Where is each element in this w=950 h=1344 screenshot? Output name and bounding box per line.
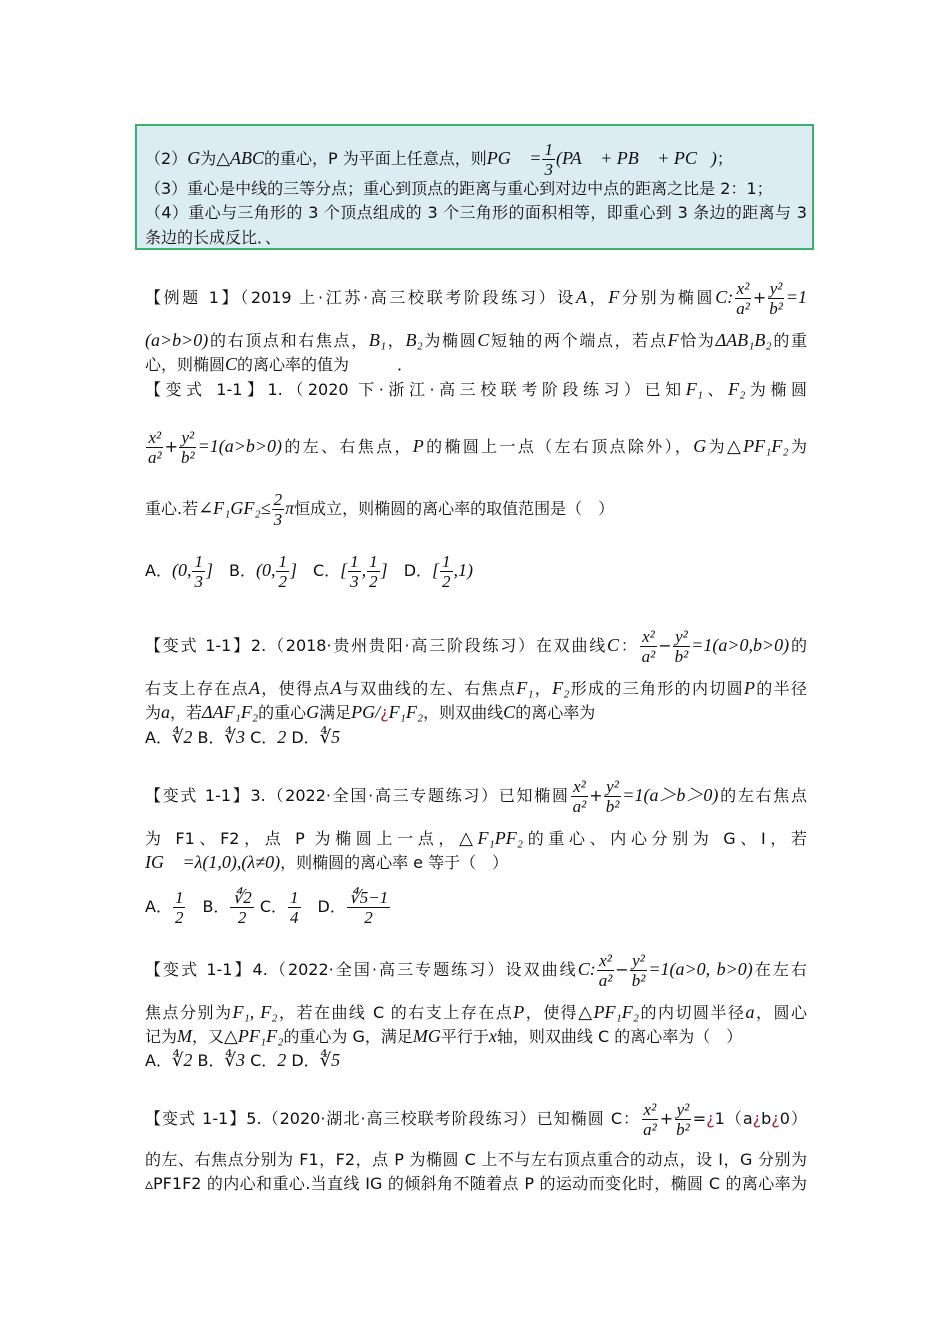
text-run: ，则双曲线 [423, 703, 504, 722]
fraction-denominator: 4 [290, 908, 299, 927]
fraction-denominator: 2 [364, 908, 373, 927]
text-run: − [615, 960, 629, 979]
text-run: 【变式 1-1】2.（2018·贵州贵阳·高三阶段练习）在双曲线 [145, 636, 608, 655]
fraction-denominator: 3 [194, 572, 203, 591]
fraction [276, 552, 289, 591]
math-expression: MG [412, 1026, 441, 1046]
math-expression: C: [577, 959, 596, 979]
fraction [348, 552, 361, 591]
fraction-numerator: x² [642, 627, 655, 646]
fraction-denominator: 2 [174, 908, 184, 927]
math-expression: [ [340, 560, 348, 580]
math-expression: △ABC [216, 148, 265, 168]
text-run: C． [254, 897, 288, 916]
text-run: 轴，则双曲线 C 的离心率为（ ） [496, 1027, 743, 1046]
math-expression: △PF₁F₂ [726, 436, 789, 456]
math-expression: π [285, 498, 295, 518]
garbled-symbol: ¿ [771, 1109, 780, 1128]
math-expression: C [503, 702, 516, 722]
fraction-numerator: ∜2 [232, 888, 252, 907]
text-run: 分别为椭圆 [619, 288, 716, 307]
text-run: 的离心率的值为 ． [237, 355, 414, 374]
text-run: D． [286, 1051, 320, 1070]
text-run: 的重心为 G，满足 [283, 1027, 413, 1046]
math-expression: IG⃗ =λ(1,0),(λ≠0) [145, 852, 281, 872]
note-line [145, 179, 807, 199]
problem-line [145, 627, 807, 666]
fraction-denominator: 3 [273, 510, 283, 529]
text-run: 【变式 1-1】4.（2022·全国·高三专题练习）设双曲线 [145, 960, 578, 979]
text-run: + [752, 288, 767, 307]
text-run: 的 [789, 636, 807, 655]
fraction-numerator: y² [675, 627, 688, 646]
fraction-numerator: y² [181, 428, 195, 447]
text-run: ，若在曲线 C 的右支上存在点 [277, 1003, 514, 1022]
math-expression: =1(a>b>0) [197, 436, 283, 456]
math-expression: [ [432, 560, 440, 580]
math-expression: ,1) [453, 560, 474, 580]
problem-line [145, 428, 807, 467]
fraction-denominator: 2 [237, 908, 247, 927]
fraction-denominator: b² [605, 797, 620, 816]
text-run: ▵PF1F2 的内心和重心.当直线 IG 的倾斜角不随着点 P 的运动而变化时，椭圆 C 的离心率为 [145, 1174, 807, 1193]
text-run: 重心.若 [145, 499, 199, 518]
text-run: 在左右 [752, 960, 807, 979]
math-expression: ∜3 [224, 1050, 245, 1070]
fraction [673, 627, 691, 666]
text-run: 恒成立，则椭圆的离心率的取值范围是（ ） [294, 499, 615, 518]
text-run: 0） [779, 1109, 807, 1128]
math-expression: C [607, 635, 620, 655]
text-run: A． [145, 561, 172, 580]
fraction-denominator: 3 [350, 572, 359, 591]
text-run: ，使得 [524, 1003, 579, 1022]
math-expression: x [488, 1026, 497, 1046]
fraction-numerator: y² [606, 777, 619, 796]
fraction [640, 627, 658, 666]
text-run: 【变式 1-1】1.（2020 下·浙江·高三校联考阶段练习）已知 [145, 380, 686, 399]
math-expression: G [306, 702, 320, 722]
text-run: ， [586, 288, 609, 307]
math-expression: PG/ [351, 702, 381, 722]
note-line [145, 228, 807, 248]
problem-line [145, 777, 807, 816]
math-expression: ] [205, 560, 213, 580]
fraction [192, 552, 205, 591]
fraction-numerator: y² [676, 1100, 690, 1119]
text-run: B． [212, 561, 256, 580]
text-run: + [164, 437, 179, 456]
text-run: − [658, 636, 672, 655]
text-run: 的重心、内心分别为 G、I，若 [523, 829, 807, 848]
text-run: + [589, 786, 603, 805]
fraction-numerator: x² [736, 279, 750, 298]
text-run: 为 [145, 703, 162, 722]
fraction-denominator: a² [641, 647, 656, 666]
text-run: 恰为 [678, 331, 716, 350]
problem-line [145, 379, 807, 400]
fraction-numerator: 1 [174, 888, 184, 907]
text-run: 为 [200, 149, 217, 168]
math-expression: △PF₁F₂ [224, 1026, 284, 1046]
problem-line [145, 678, 807, 699]
note-line [145, 140, 807, 179]
garbled-symbol: ¿ [752, 1109, 762, 1128]
fraction [179, 428, 197, 467]
fraction-denominator: b² [676, 1120, 690, 1139]
text-run: 右支上存在点 [145, 679, 249, 698]
text-run: 的重心，P 为平面上任意点，则 [264, 149, 487, 168]
text-run: ， [533, 679, 553, 698]
problem-line [145, 1002, 807, 1023]
problem-line [145, 1150, 807, 1170]
problem-line [145, 1026, 807, 1047]
math-expression: G [693, 436, 707, 456]
text-run: b [761, 1109, 772, 1128]
fraction-denominator: 3 [544, 160, 553, 179]
math-expression: ΔAB₁B₂ [715, 330, 772, 350]
math-expression: C [225, 354, 238, 374]
text-run: ； [716, 149, 733, 168]
text-run: ， [386, 331, 406, 350]
text-run: 的重心 [258, 703, 307, 722]
note-line [145, 203, 807, 223]
fraction-denominator: a² [148, 448, 162, 467]
text-run: D． [387, 561, 433, 580]
fraction-denominator: a² [643, 1120, 657, 1139]
text-run: 的半径 [754, 679, 807, 698]
fraction-numerator: 1 [194, 552, 203, 571]
fraction [367, 552, 380, 591]
text-run: 的重 [771, 331, 807, 350]
fraction [440, 552, 453, 591]
fraction [173, 888, 186, 927]
problem-line [145, 1100, 807, 1139]
text-run: D． [301, 897, 346, 916]
math-expression: F₂ [728, 379, 746, 399]
text-run: 1（a [714, 1109, 753, 1128]
math-expression: 2 [277, 727, 287, 747]
garbled-symbol: ¿ [380, 703, 389, 722]
math-expression: (PA⃗ + PB⃗ + PC⃗) [555, 148, 717, 168]
fraction-denominator: 2 [369, 572, 378, 591]
fraction-numerator: 1 [350, 552, 359, 571]
text-run: A． [145, 1051, 172, 1070]
fraction-denominator: a² [572, 797, 587, 816]
text-run: 满足 [319, 703, 352, 722]
text-run: ，则椭圆的离心率 e 等于（ ） [280, 853, 509, 872]
problem-line [145, 828, 807, 849]
fraction [597, 951, 615, 990]
fraction-denominator: 2 [442, 572, 451, 591]
math-expression: F₁F₂ [388, 702, 424, 722]
fraction-numerator: x² [643, 1100, 657, 1119]
math-expression: ΔAF₁F₂ [202, 702, 259, 722]
text-run: ，圆心 [754, 1003, 807, 1022]
text-run: 【变式 1-1】5.（2020·湖北·高三校联考阶段练习）已知椭圆 C： [145, 1109, 641, 1128]
text-run: 的左右焦点 [718, 786, 807, 805]
fraction [571, 777, 589, 816]
text-run: = [692, 1109, 707, 1128]
math-expression: ∜2 [171, 1050, 193, 1070]
math-expression: (a>b>0) [145, 330, 209, 350]
math-expression: G [187, 148, 201, 168]
math-expression: B₂ [405, 330, 423, 350]
text-run: 心，则椭圆 [145, 355, 226, 374]
math-expression: , [361, 560, 367, 580]
problem-line [145, 1050, 807, 1071]
fraction-denominator: b² [674, 647, 689, 666]
text-run: 的左、右焦点分别为 F1，F2，点 P 为椭圆 C 上不与左右顶点重合的动点，设 I，G 分别为 [145, 1150, 807, 1169]
text-run: 焦点分别为 [145, 1003, 233, 1022]
problem-line [145, 279, 807, 318]
math-expression: 2 [277, 1050, 287, 1070]
math-expression: =1(a>0,b>0) [691, 635, 790, 655]
fraction [674, 1100, 692, 1139]
text-run: （4）重心与三角形的 3 个顶点组成的 3 个三角形的面积相等，即重心到 3 条边的距离与 3 [145, 203, 807, 222]
fraction-numerator: 1 [369, 552, 378, 571]
text-run: D． [286, 728, 320, 747]
fraction-numerator: y² [632, 951, 645, 970]
text-run: 的椭圆上一点（左右顶点除外）， [423, 437, 694, 456]
fraction [734, 279, 752, 318]
text-run: 的内切圆半径 [639, 1003, 746, 1022]
problem-line [145, 330, 807, 351]
text-run: ，又 [192, 1027, 225, 1046]
text-run: A． [145, 728, 172, 747]
text-run: ： [619, 636, 639, 655]
text-run: C． [245, 1051, 278, 1070]
text-run: 为椭圆 [422, 331, 478, 350]
text-run: 的离心率为 [515, 703, 596, 722]
fraction-denominator: a² [598, 971, 613, 990]
text-run: B． [192, 1051, 225, 1070]
fraction-numerator: y² [769, 279, 783, 298]
text-run: 与双曲线的左、右焦点 [341, 679, 517, 698]
problem-line [145, 702, 807, 723]
math-expression: P [412, 436, 424, 456]
math-expression: F₂ [552, 678, 570, 698]
text-run: 形成的三角形的内切圆 [569, 679, 744, 698]
text-run: 平行于 [440, 1027, 489, 1046]
text-run: ，使得点 [259, 679, 331, 698]
fraction-denominator: 2 [278, 572, 287, 591]
fraction [288, 888, 301, 927]
fraction [641, 1100, 659, 1139]
text-run: 【例题 1】（2019 上·江苏·高三校联考阶段练习）设 [145, 288, 576, 307]
problem-line [145, 490, 807, 529]
fraction [272, 490, 285, 529]
fraction-denominator: a² [736, 299, 750, 318]
problem-line [145, 354, 807, 375]
fraction [347, 888, 390, 927]
math-expression: ∠F₁GF₂≤ [198, 498, 271, 518]
text-run: 为 [788, 437, 807, 456]
math-expression: F₁ [685, 379, 703, 399]
math-expression: A [330, 678, 342, 698]
math-expression: A [248, 678, 260, 698]
math-expression: F [608, 287, 620, 307]
text-run: C． [296, 561, 341, 580]
math-expression: a [161, 702, 171, 722]
text-run: C． [245, 728, 278, 747]
fraction [767, 279, 785, 318]
math-expression: P [743, 678, 755, 698]
text-run: ，若 [170, 703, 203, 722]
math-expression: M [177, 1026, 193, 1046]
fraction-numerator: 1 [278, 552, 287, 571]
math-expression: (0, [171, 560, 192, 580]
problem-line [145, 888, 807, 927]
fraction-denominator: b² [631, 971, 646, 990]
text-run: 记为 [145, 1027, 178, 1046]
math-expression: F₁, F₂ [232, 1002, 278, 1022]
math-expression: C [477, 330, 490, 350]
math-expression: P [513, 1002, 525, 1022]
fraction-numerator: 2 [273, 490, 283, 509]
fraction [146, 428, 164, 467]
text-run: 、 [702, 380, 729, 399]
math-expression: PG⃗ = [486, 148, 542, 168]
text-run: 的右顶点和右焦点， [208, 331, 369, 350]
math-expression: ] [289, 560, 297, 580]
math-expression: △PF₁F₂ [578, 1002, 640, 1022]
text-run: （2） [145, 149, 188, 168]
math-expression: a [745, 1002, 755, 1022]
text-run: （3）重心是中线的三等分点；重心到顶点的距离与重心到对边中点的距离之比是 2：1； [145, 179, 773, 198]
fraction [542, 140, 555, 179]
garbled-symbol: ¿ [706, 1109, 715, 1128]
math-expression: C: [715, 287, 734, 307]
math-expression: (0, [255, 560, 276, 580]
text-run: B． [192, 728, 225, 747]
math-expression: △F₁PF₂ [459, 828, 524, 848]
math-expression: =1(a＞b＞0) [622, 785, 719, 805]
math-expression: ∜5 [319, 1050, 341, 1070]
fraction-denominator: b² [769, 299, 783, 318]
math-expression: F₁ [516, 678, 534, 698]
problem-line [145, 852, 807, 873]
text-run: 的左、右焦点， [282, 437, 413, 456]
text-run: A． [145, 897, 172, 916]
math-expression: =1(a>0, b>0) [648, 959, 753, 979]
text-run: 为 F1、F2，点 P 为椭圆上一点， [145, 829, 460, 848]
text-run: B． [186, 897, 230, 916]
fraction-numerator: x² [599, 951, 612, 970]
text-run: + [659, 1109, 674, 1128]
math-expression: ] [380, 560, 388, 580]
text-run: 为椭圆 [745, 380, 807, 399]
problem-line [145, 552, 807, 591]
math-expression: B₁ [368, 330, 387, 350]
text-run: 条边的长成反比．、 [145, 228, 282, 247]
fraction [604, 777, 622, 816]
fraction-numerator: ∜5−1 [348, 888, 389, 907]
text-run: 短轴的两个端点，若点 [489, 331, 668, 350]
problem-line [145, 951, 807, 990]
fraction-numerator: 1 [290, 888, 299, 907]
math-expression: ∜2 [171, 727, 193, 747]
problem-line [145, 727, 807, 748]
fraction [630, 951, 648, 990]
math-expression: F [667, 330, 679, 350]
math-expression: A [575, 287, 587, 307]
fraction-numerator: x² [148, 428, 162, 447]
text-run: 为 [706, 437, 727, 456]
fraction-numerator: 1 [442, 552, 451, 571]
math-expression: ∜3 [224, 727, 245, 747]
fraction-numerator: 1 [544, 140, 553, 159]
fraction-numerator: x² [573, 777, 586, 796]
fraction [230, 888, 253, 927]
math-expression: ∜5 [319, 727, 341, 747]
fraction-denominator: b² [181, 448, 195, 467]
text-run: 【变式 1-1】3.（2022·全国·高三专题练习）已知椭圆 [145, 786, 570, 805]
math-expression: =1 [785, 287, 807, 307]
problem-line [145, 1174, 807, 1194]
